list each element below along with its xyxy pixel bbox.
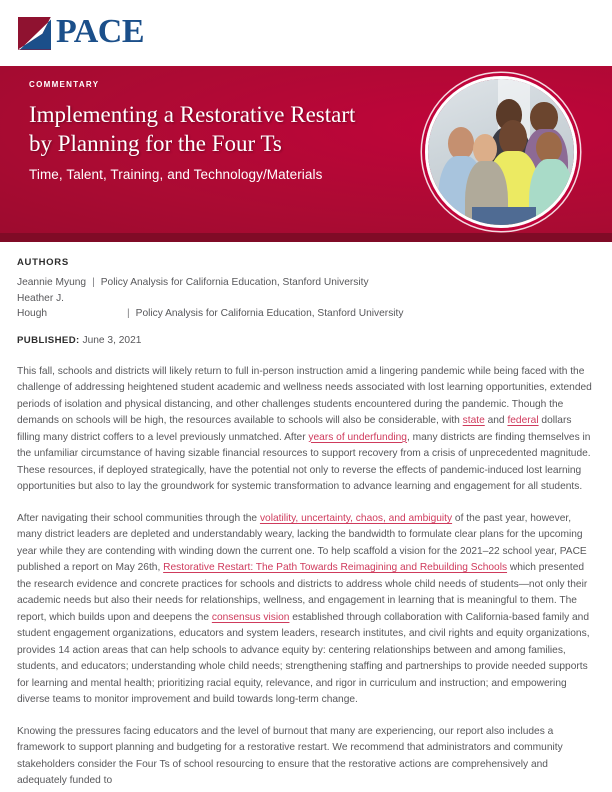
- para-2: After navigating their school communities through the volatility, uncertainty, chaos, and ambiguity of the past year, however, many district leaders are depleted and understandably weary, lacking the bandwidth to formulate clear plans for the upcoming year while they are contending with winding down the current one. To help scaffold a vision for the 2021–22 school year, PACE published a report on May 26th, Restorative Restart: The Path Towards Reimagining and Rebuilding Schools which presented the research evidence and concrete practices for schools and districts to address whole child needs of students—not only their academic needs but also their needs for relationships, wellness, and engagement in learning that is meaningful to them. The report, which builds upon and deepens the consensus vision established through collaboration with California-based family and student engagement organizations, educators and system leaders, research institutes, and civil rights and equity organizations, provides 14 action areas that can help schools to advance equity by: centering relationships between and among families, students, and educators; understanding whole child needs; strengthening staffing and partnerships to provide needed supports for learning and mental health; prioritizing racial equity, relevance, and rigor in curriculum and instruction; and empowering diverse teams to monitor improvement and build towards long-term change.: [17, 512, 590, 706]
- para-1: This fall, schools and districts will likely return to full in-person instruction amid a lingering pandemic while being faced with the challenge of addressing heightened student academic and wellness needs associated with lost learning opportunities, extended periods of isolation and physical distancing, and other challenges students encountered during the pandemic. Though the demands on schools will be high, the resources available to schools will also be considerable, with state and federal dollars filling many district coffers to a level previously unmatched. After years of underfunding, many districts are finding themselves in the unfamiliar circumstance of having sizable financial resources to support recovery from a crisis of unprecedented magnitude. These resources, if deployed strategically, have the potential not only to reverse the effects of pandemic-induced lost learning opportunities but also to lay the groundwork for systemic transformation to advance learning and engagement for all students.: [17, 365, 592, 493]
- site-header: [0, 0, 612, 66]
- inline-link[interactable]: consensus vision: [211, 611, 290, 623]
- content-type-label: COMMENTARY: [29, 80, 100, 89]
- published-label: PUBLISHED:: [17, 334, 80, 346]
- author-affiliation: Policy Analysis for California Education, Stanford University: [100, 277, 369, 288]
- author-separator: |: [127, 308, 130, 319]
- pace-wordmark: PACE: [56, 13, 145, 50]
- published-date: June 3, 2021: [82, 334, 142, 346]
- author-row: [17, 291, 595, 307]
- author-row: [17, 275, 595, 291]
- inline-link[interactable]: state: [462, 415, 485, 427]
- inline-link[interactable]: federal: [507, 415, 539, 427]
- article-body: [0, 242, 612, 790]
- inline-link[interactable]: Restorative Restart: The Path Towards Reimagining and Rebuilding Schools: [163, 562, 508, 574]
- pace-diagonal-mark-icon: [18, 17, 51, 50]
- paragraph-list: [17, 364, 595, 790]
- page-subtitle: Time, Talent, Training, and Technology/Materials: [29, 166, 323, 182]
- author-name: Jeannie Myung: [17, 277, 87, 288]
- authors-label: AUTHORS: [17, 257, 69, 268]
- para-3: Knowing the pressures facing educators and the level of burnout that many are experiencing, our report also includes a framework to support planning and budgeting for a restorative restart. We recommend that administrators and community stakeholders consider the Four Ts of school resourcing to ensure that the restorative actions are comprehensively and adequately funded to: [17, 725, 563, 787]
- page-title: Implementing a Restorative Restart by Planning for the Four Ts: [29, 102, 356, 157]
- inline-link[interactable]: years of underfunding: [308, 431, 407, 443]
- author-row: [17, 306, 595, 322]
- students-group-photo: [425, 76, 577, 228]
- author-name-line1: Heather J.: [17, 292, 64, 304]
- author-separator: |: [92, 277, 95, 288]
- inline-link[interactable]: volatility, uncertainty, chaos, and ambiguity: [259, 512, 453, 524]
- author-affiliation: Policy Analysis for California Education, Stanford University: [135, 308, 404, 319]
- hero-banner: [0, 66, 612, 242]
- author-name-line2: Hough: [17, 308, 48, 319]
- pace-logo[interactable]: [18, 15, 144, 51]
- published-line: [17, 335, 595, 346]
